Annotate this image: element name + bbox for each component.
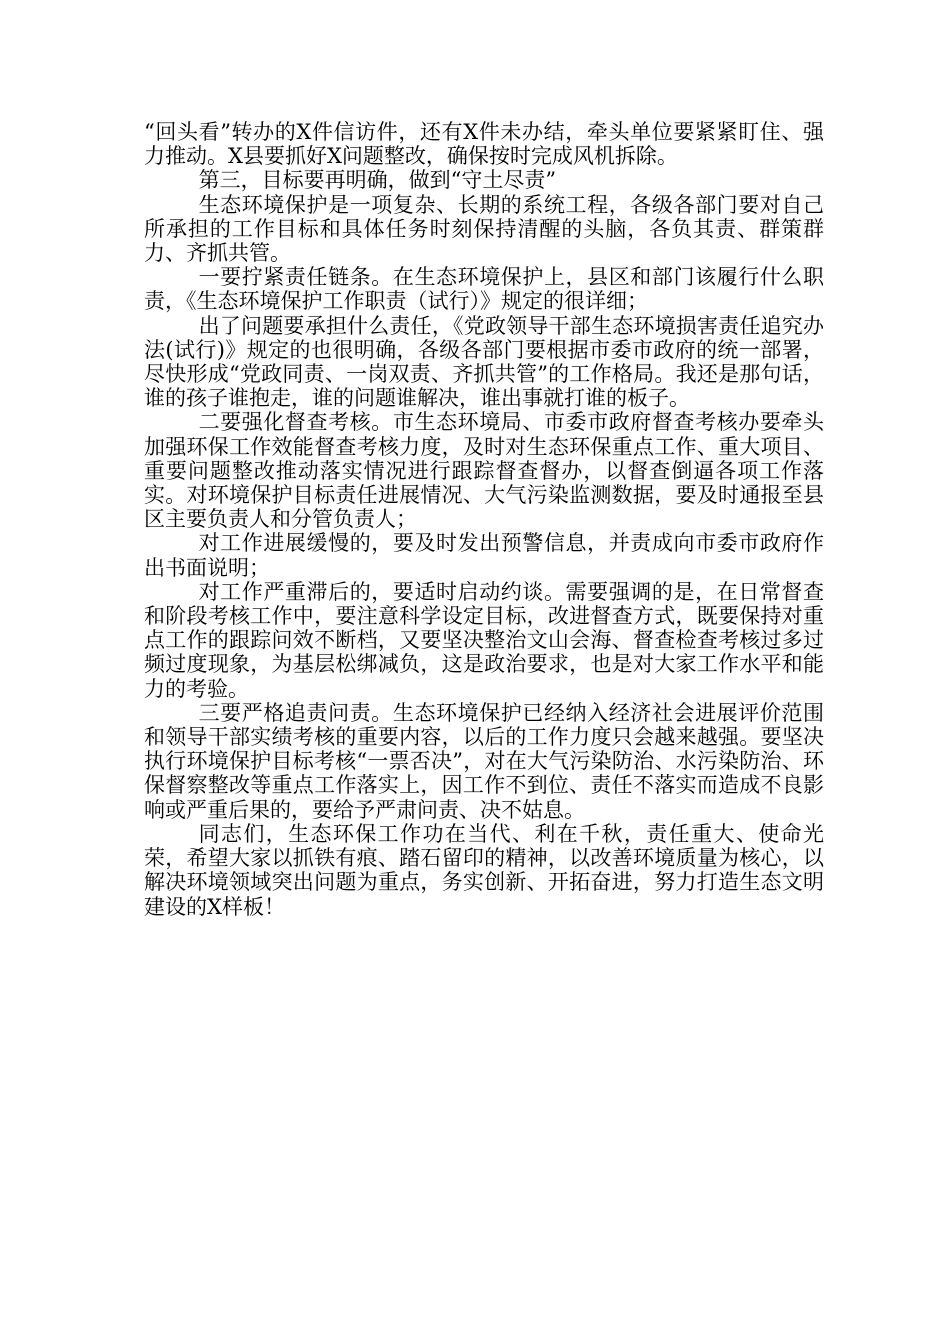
paragraph-7: 对工作进展缓慢的，要及时发出预警信息，并责成向市委市政府作出书面说明； (144, 531, 824, 580)
body-text (144, 120, 824, 919)
paragraph-1: “回头看”转办的X件信访件，还有X件未办结，牵头单位要紧紧盯住、强力推动。X县要抓好X问题整改，确保按时完成风机拆除。 (144, 120, 824, 169)
paragraph-3: 生态环境保护是一项复杂、长期的系统工程，各级各部门要对自己所承担的工作目标和具体任务时刻保持清醒的头脑，各负其责、群策群力、齐抓共管。 (144, 192, 824, 266)
paragraph-8: 对工作严重滞后的，要适时启动约谈。需要强调的是，在日常督查和阶段考核工作中，要注意科学设定目标，改进督查方式，既要保持对重点工作的跟踪问效不断档，又要坚决整治文山会海、督查检查考核过多过频过度现象，为基层松绑减负，这是政治要求，也是对大家工作水平和能力的考验。 (144, 579, 824, 701)
paragraph-10: 同志们，生态环保工作功在当代、利在千秋，责任重大、使命光荣，希望大家以抓铁有痕、踏石留印的精神，以改善环境质量为核心，以解决环境领域突出问题为重点，务实创新、开拓奋进，努力打造生态文明建设的X样板！ (144, 821, 824, 919)
paragraph-4: 一要拧紧责任链条。在生态环境保护上，县区和部门该履行什么职责，《生态环境保护工作职责（试行）》规定的很详细； (144, 265, 824, 314)
paragraph-5: 出了问题要承担什么责任，《党政领导干部生态环境损害责任追究办法(试行)》规定的也很明确，各级各部门要根据市委市政府的统一部署，尽快形成“党政同责、一岗双责、齐抓共管”的工作格局。我还是那句话，谁的孩子谁抱走，谁的问题谁解决，谁出事就打谁的板子。 (144, 313, 824, 411)
paragraph-2: 第三，目标要再明确，做到“守土尽责” (198, 168, 557, 193)
paragraph-6: 二要强化督查考核。市生态环境局、市委市政府督查考核办要牵头加强环保工作效能督查考核力度，及时对生态环保重点工作、重大项目、重要问题整改推动落实情况进行跟踪督查督办，以督查倒逼各项工作落实。对环境保护目标责任进展情况、大气污染监测数据，要及时通报至县区主要负责人和分管负责人； (144, 410, 824, 532)
paragraph-9: 三要严格追责问责。生态环境保护已经纳入经济社会进展评价范围和领导干部实绩考核的重要内容，以后的工作力度只会越来越强。要坚决执行环境保护目标考核“一票否决”，对在大气污染防治、水污染防治、环保督察整改等重点工作落实上，因工作不到位、责任不落实而造成不良影响或严重后果的，要给予严肃问责、决不姑息。 (144, 700, 824, 822)
